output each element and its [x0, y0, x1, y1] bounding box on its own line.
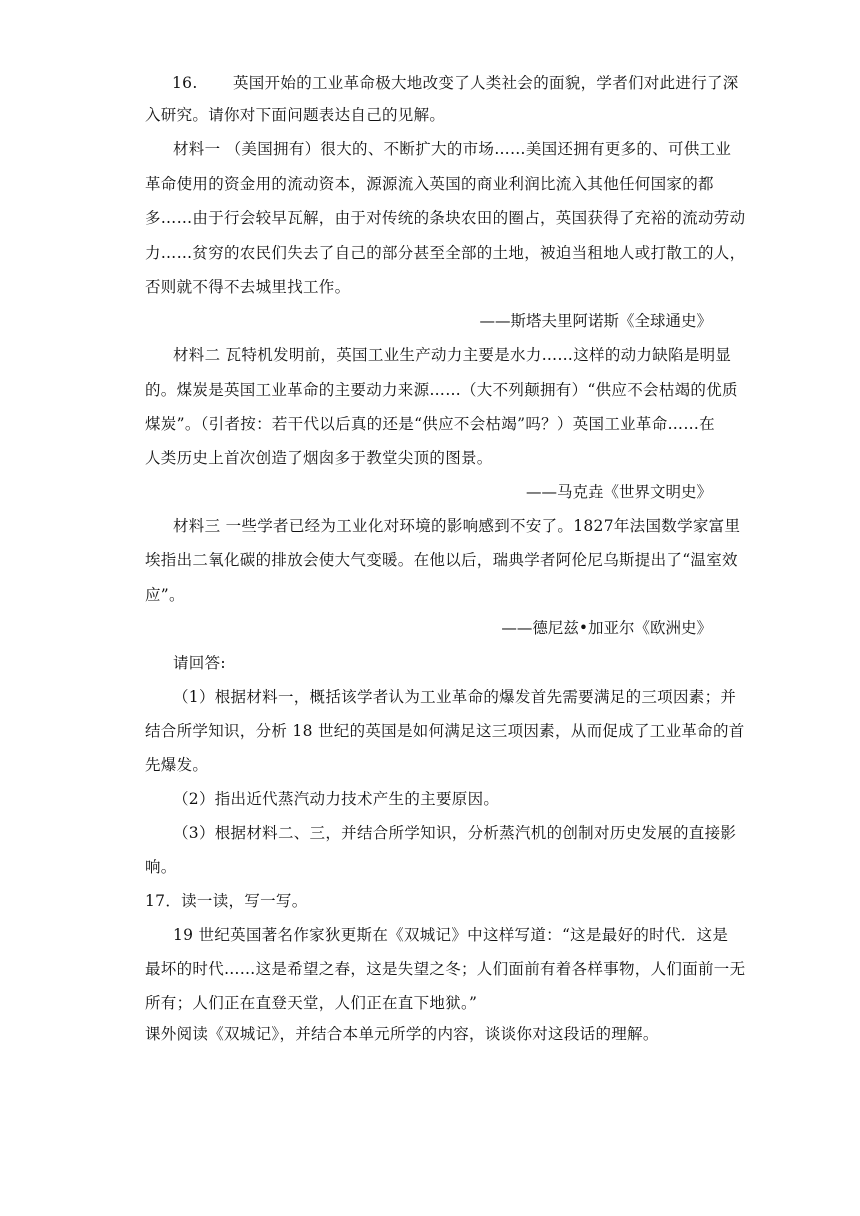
question-17-quote-line: 19 世纪英国著名作家狄更斯在《双城记》中这样写道：“这是最好的时代．这是: [173, 926, 729, 944]
question-17-task: 课外阅读《双城记》，并结合本单元所学的内容，谈谈你对这段话的理解。: [145, 1025, 659, 1043]
material-1-line: 否则就不得不去城里找工作。: [145, 278, 351, 296]
sub-question-3-line: 响。: [145, 858, 177, 876]
question-17-quote-line: 所有；人们正在直登天堂，人们正在直下地狱。”: [145, 994, 478, 1012]
material-2-line: 的。煤炭是英国工业革命的主要动力来源……（大不列颠拥有）“供应不会枯竭的优质: [145, 381, 738, 399]
material-3-line: 材料三 一些学者已经为工业化对环境的影响感到不安了。1827年法国数学家富里: [173, 517, 741, 535]
sub-question-1-line: 结合所学知识，分析 18 世纪的英国是如何满足这三项因素，从而促成了工业革命的首: [145, 722, 745, 740]
material-3-line: 埃指出二氧化碳的排放会使大气变暖。在他以后，瑞典学者阿伦尼乌斯提出了“温室效: [145, 551, 738, 569]
sub-question-1-line: （1）根据材料一，概括该学者认为工业革命的爆发首先需要满足的三项因素；并: [173, 688, 737, 706]
material-2-line: 材料二 瓦特机发明前，英国工业生产动力主要是水力……这样的动力缺陷是明显: [173, 346, 732, 364]
question-16-number: 16.: [172, 74, 198, 92]
sub-question-1-line: 先爆发。: [145, 756, 209, 774]
question-17-quote-line: 最坏的时代……这是希望之春，这是失望之冬；人们面前有着各样事物，人们面前一无: [145, 960, 746, 978]
material-3-line: 应”。: [145, 586, 185, 604]
material-1-source: ——斯塔夫里阿诺斯《全球通史》: [479, 312, 712, 330]
sub-question-2: （2）指出近代蒸汽动力技术产生的主要原因。: [173, 790, 500, 808]
question-16-intro-line: 英国开始的工业革命极大地改变了人类社会的面貌，学者们对此进行了深: [233, 74, 739, 92]
material-1-line: 材料一 （美国拥有）很大的、不断扩大的市场……美国还拥有更多的、可供工业: [173, 140, 732, 158]
material-3-source: ——德尼兹•加亚尔《欧洲史》: [501, 619, 712, 637]
material-2-line: 煤炭”。（引者按：若干代以后真的还是“供应不会枯竭”吗？）英国工业革命……在: [145, 415, 715, 433]
sub-question-3-line: （3）根据材料二、三，并结合所学知识，分析蒸汽机的创制对历史发展的直接影: [173, 824, 737, 842]
material-2-source: ——马克垚《世界文明史》: [525, 483, 712, 501]
question-16-intro-line: 入研究。请你对下面问题表达自己的见解。: [145, 106, 446, 124]
material-1-line: 多……由于行会较早瓦解，由于对传统的条块农田的圈占，英国获得了充裕的流动劳动: [145, 209, 746, 227]
answer-prompt: 请回答:: [173, 654, 226, 672]
material-1-line: 力……贫穷的农民们失去了自己的部分甚至全部的土地，被迫当租地人或打散工的人，: [145, 244, 746, 262]
question-17-title: 17．读一读，写一写。: [145, 892, 308, 910]
material-1-line: 革命使用的资金用的流动资本，源源流入英国的商业利润比流入其他任何国家的都: [145, 175, 714, 193]
material-2-line: 人类历史上首次创造了烟囱多于教堂尖顶的图景。: [145, 449, 493, 467]
